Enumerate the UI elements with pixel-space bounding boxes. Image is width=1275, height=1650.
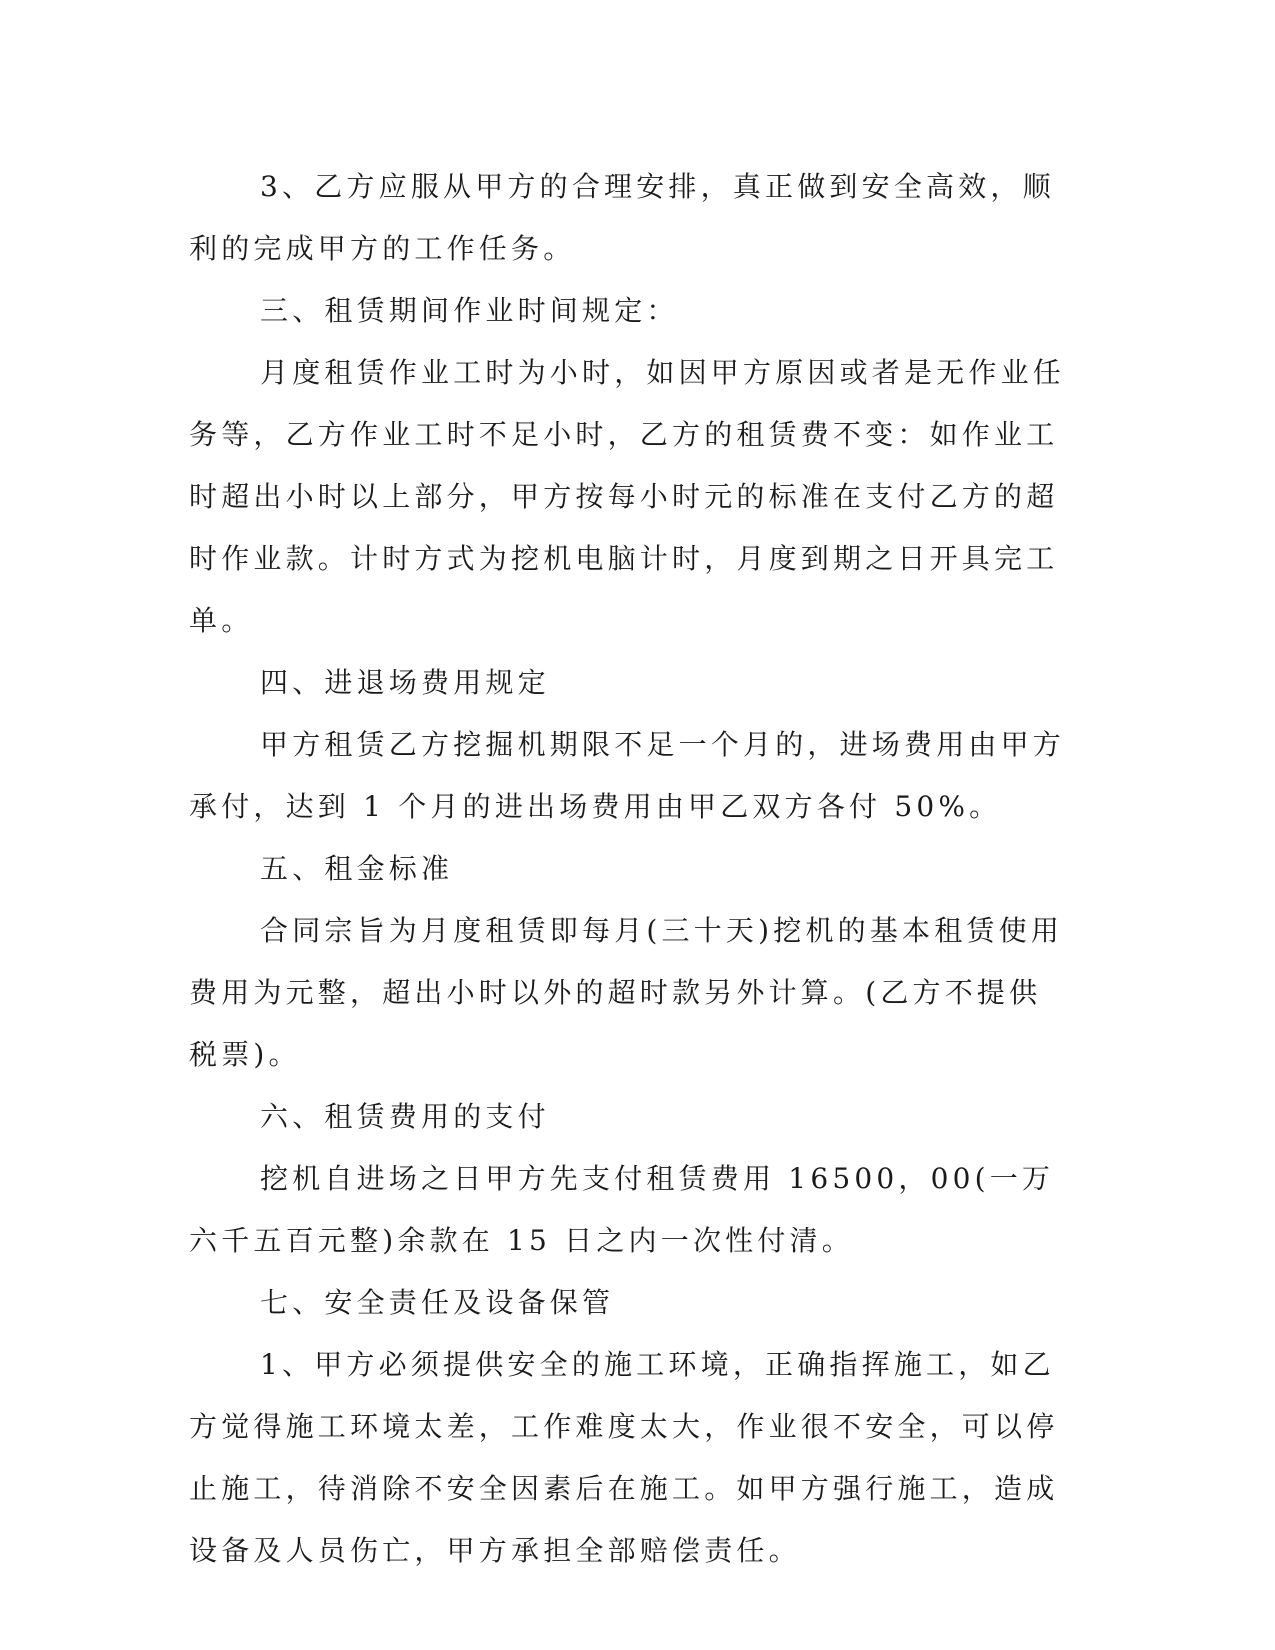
paragraph-work-hours: 月度租赁作业工时为小时，如因甲方原因或者是无作业任务等，乙方作业工时不足小时，乙方的租赁费不变：如作业工时超出小时以上部分，甲方按每小时元的标准在支付乙方的超时作业款。计时方式为挖机电脑计时，月度到期之日开具完工单。 <box>189 356 1066 637</box>
paragraph-clause-3: 3、乙方应服从甲方的合理安排，真正做到安全高效，顺利的完成甲方的工作任务。 <box>189 170 1055 265</box>
paragraph-safety-clause-1: 1、甲方必须提供安全的施工环境，正确指挥施工，如乙方觉得施工环境太差，工作难度太大，作业很不安全，可以停止施工，待消除不安全因素后在施工。如甲方强行施工，造成设备及人员伤亡，甲方承担全部赔偿责任。 <box>189 1348 1059 1567</box>
paragraph-rent-payment: 挖机自进场之日甲方先支付租赁费用 16500，00(一万六千五百元整)余款在 15 日之内一次性付清。 <box>189 1162 1055 1257</box>
heading-work-time-rules: 三、租赁期间作业时间规定： <box>260 294 679 327</box>
heading-safety-responsibility: 七、安全责任及设备保管 <box>260 1286 615 1319</box>
heading-entry-exit-fees: 四、进退场费用规定 <box>260 666 550 699</box>
heading-rent-payment: 六、租赁费用的支付 <box>260 1100 550 1133</box>
heading-rent-standard: 五、租金标准 <box>260 852 454 885</box>
document-body <box>189 156 1069 1582</box>
paragraph-rent-standard: 合同宗旨为月度租赁即每月(三十天)挖机的基本租赁使用费用为元整，超出小时以外的超时款另外计算。(乙方不提供税票)。 <box>189 914 1064 1071</box>
paragraph-entry-exit-fees: 甲方租赁乙方挖掘机期限不足一个月的，进场费用由甲方承付，达到 1 个月的进出场费用由甲乙双方各付 50%。 <box>189 728 1066 823</box>
